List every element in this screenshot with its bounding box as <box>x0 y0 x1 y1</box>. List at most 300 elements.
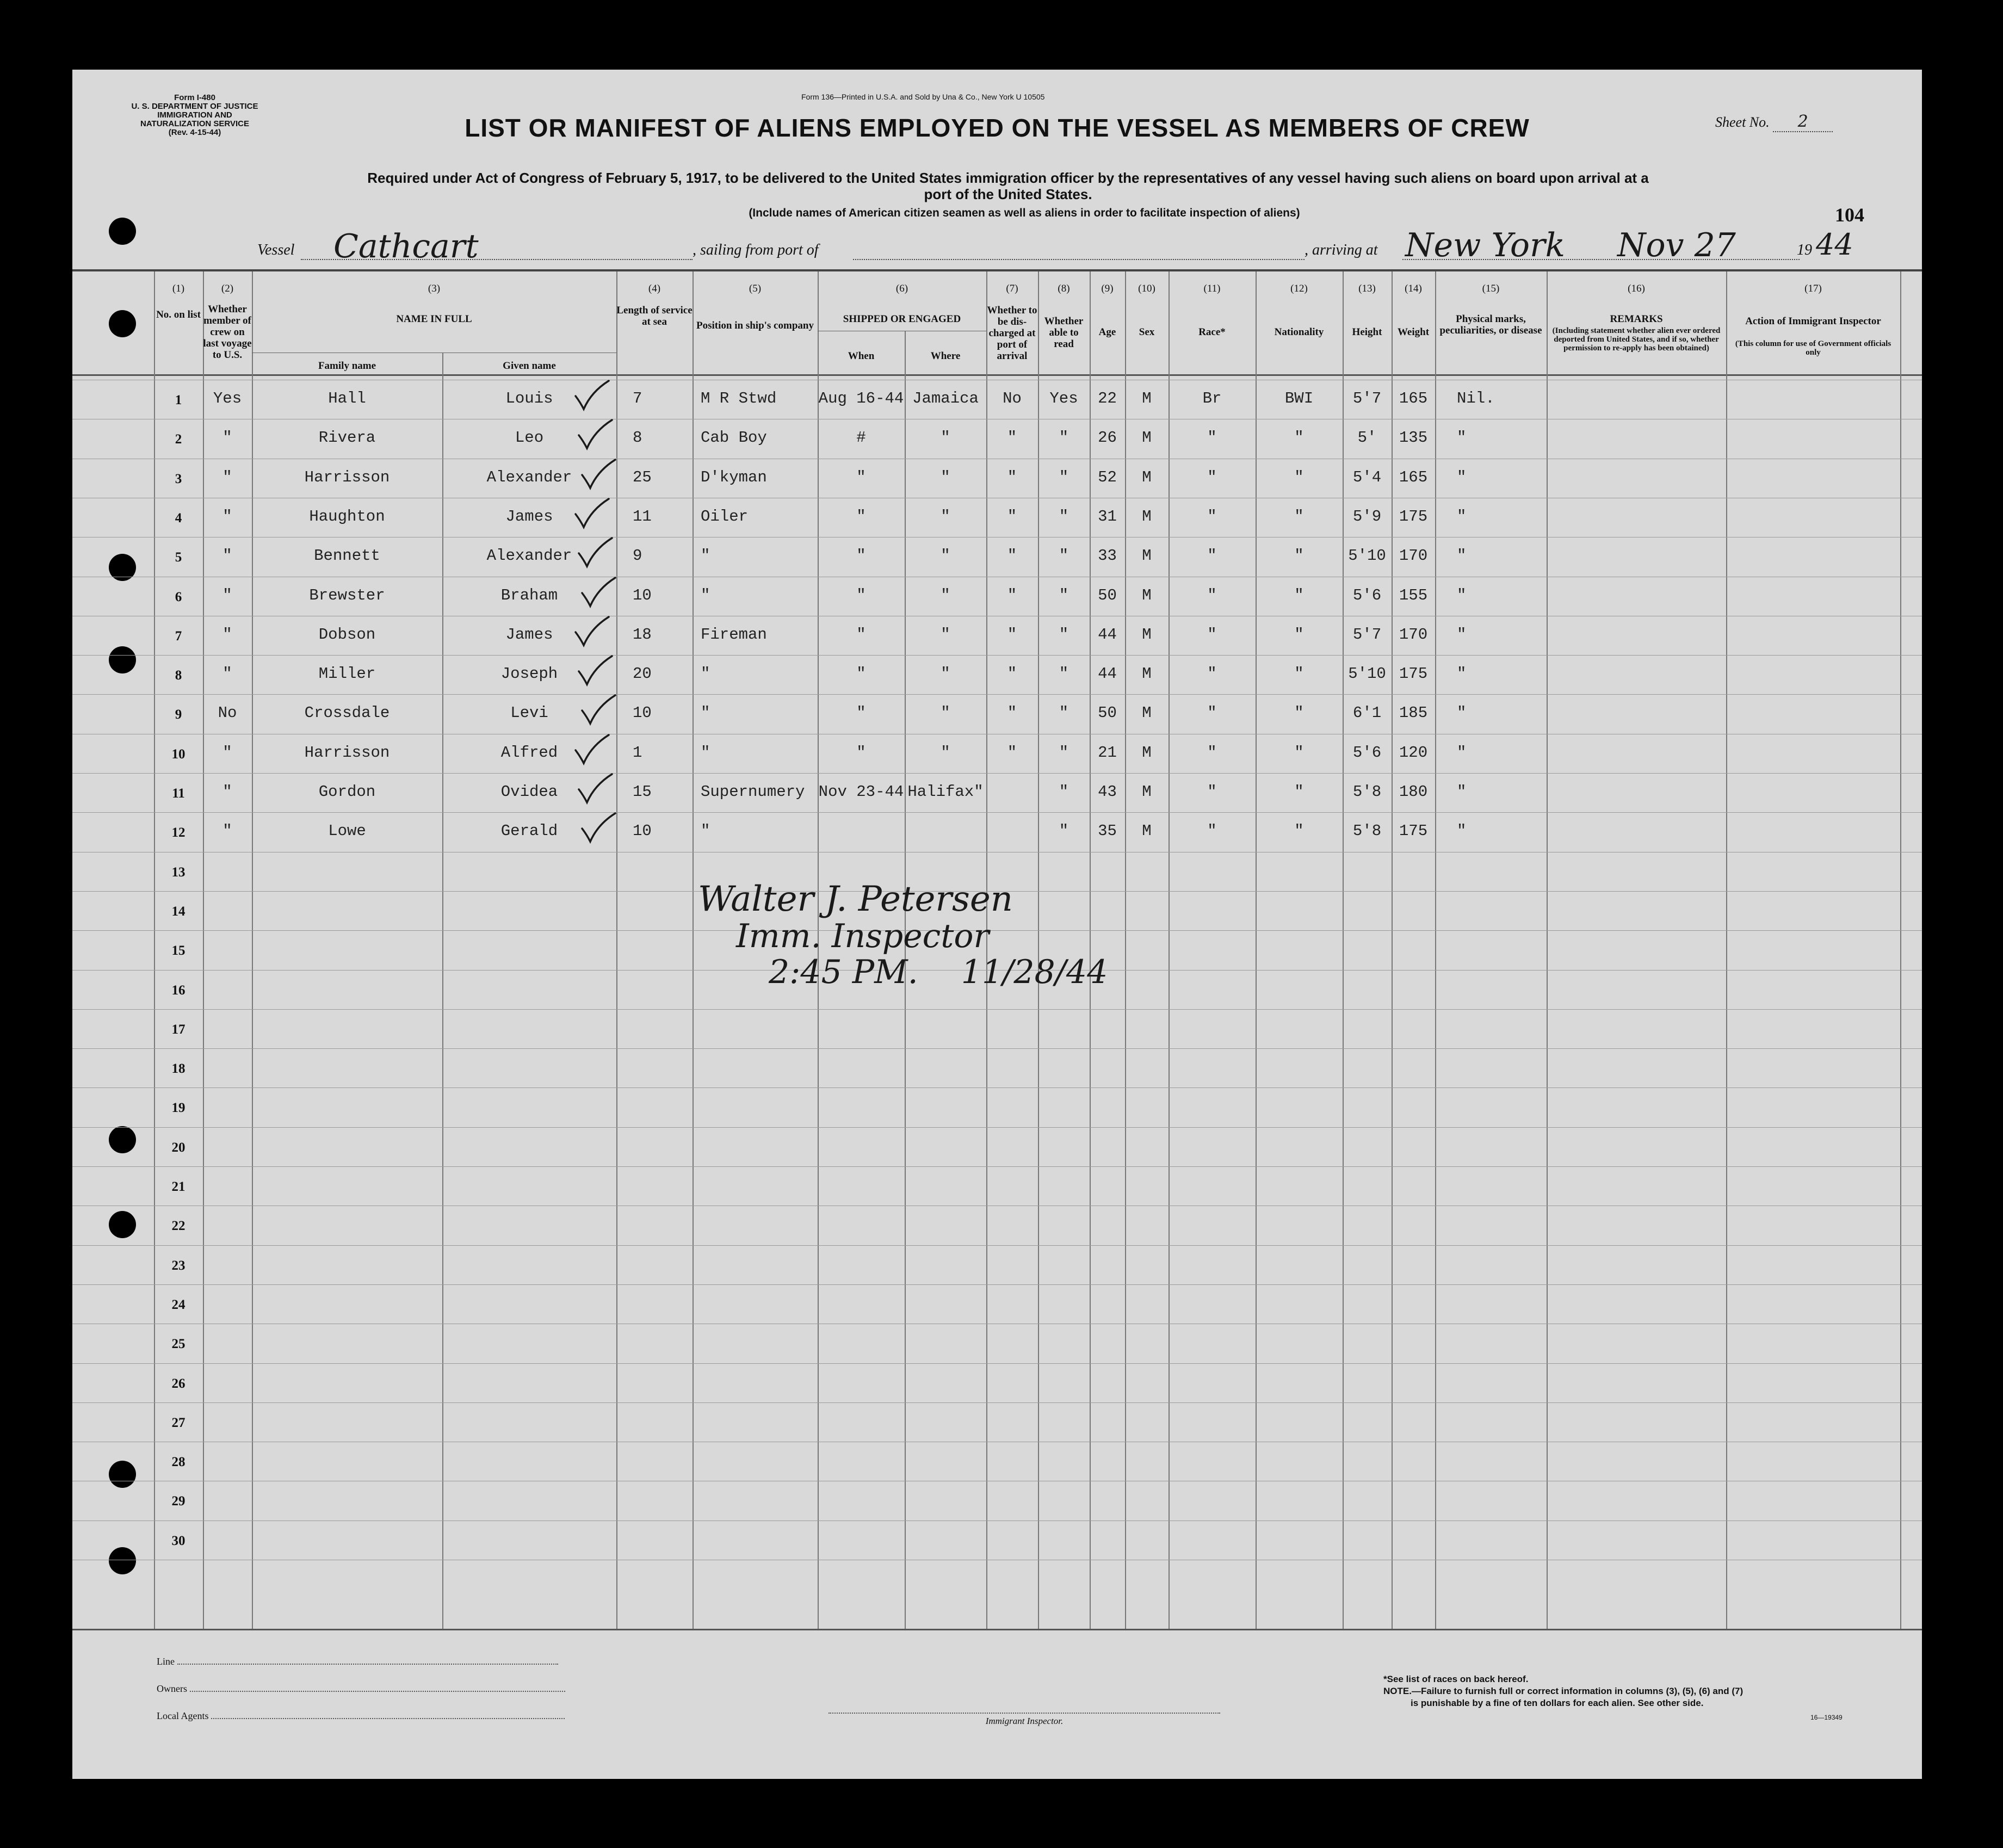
cell-prev: No <box>218 704 237 722</box>
line-number: 3 <box>175 472 182 486</box>
cell-nationality: " <box>1294 586 1304 604</box>
cell-sex: M <box>1142 390 1152 407</box>
header-shipped-or-engaged: SHIPPED OR ENGAGED <box>843 313 961 325</box>
cell-read: " <box>1059 508 1069 526</box>
cell-height: 6'1 <box>1352 704 1382 722</box>
cell-marks: " <box>1457 586 1467 604</box>
cell-age: 44 <box>1098 665 1117 683</box>
table-bottom-border <box>72 1629 1922 1630</box>
cell-nationality: " <box>1294 665 1304 683</box>
sheet-number: 2 <box>1773 112 1833 132</box>
cell-age: 52 <box>1098 468 1117 486</box>
cell-race: " <box>1207 822 1217 840</box>
cell-read: " <box>1059 586 1069 604</box>
cell-marks: " <box>1457 626 1467 644</box>
cell-sex: M <box>1142 822 1152 840</box>
inspector-sign-line <box>829 1713 1220 1714</box>
cell-discharged: " <box>1007 429 1017 447</box>
cell-race: Br <box>1202 390 1222 407</box>
column-rule <box>693 271 694 1629</box>
header-bottom-border <box>72 374 1922 376</box>
header-race: Race* <box>1198 326 1226 338</box>
row-rule <box>72 773 1922 774</box>
cell-when: " <box>856 744 866 762</box>
cell-service: 8 <box>633 429 642 447</box>
requirement-line-2: port of the United States. <box>924 186 1092 202</box>
column-number: (12) <box>1290 283 1308 294</box>
cell-when: " <box>856 547 866 565</box>
cell-family: Rivera <box>318 429 376 447</box>
row-rule <box>72 1284 1922 1285</box>
punch-hole <box>109 1461 136 1488</box>
cell-nationality: " <box>1294 704 1304 722</box>
cell-where: " <box>941 665 950 683</box>
header-physical-marks: Physical marks, peculiarities, or disease <box>1439 313 1542 336</box>
year: 44 <box>1816 227 1853 262</box>
cell-service: 25 <box>633 468 652 486</box>
cell-where: " <box>941 744 950 762</box>
line-number: 30 <box>171 1534 186 1548</box>
cell-discharged: " <box>1007 468 1017 486</box>
column-rule <box>1726 271 1727 1629</box>
cell-weight: 175 <box>1399 822 1428 840</box>
header-name-in-full: NAME IN FULL <box>396 313 472 325</box>
cell-discharged: " <box>1007 508 1017 526</box>
owners-field <box>157 1683 565 1695</box>
requirement-text <box>143 170 1873 202</box>
cell-prev: " <box>222 822 232 840</box>
line-number: 12 <box>171 825 186 840</box>
header-age: Age <box>1098 326 1116 338</box>
header-inspector-action: Action of Immigrant Inspector <box>1745 316 1881 327</box>
footer-notes <box>1383 1673 1743 1709</box>
header-able-to-read: Whether able to read <box>1044 316 1084 350</box>
department: U. S. DEPARTMENT OF JUSTICE <box>131 102 258 111</box>
cell-weight: 185 <box>1399 704 1428 722</box>
line-number: 17 <box>171 1022 186 1037</box>
form-code: 16—19349 <box>1810 1714 1843 1721</box>
races-note: *See list of races on back hereof. <box>1383 1674 1529 1684</box>
cell-sex: M <box>1142 429 1152 447</box>
cell-sex: M <box>1142 586 1152 604</box>
cell-race: " <box>1207 429 1217 447</box>
checkmark-icon <box>579 576 617 608</box>
printer-line: Form 136—Printed in U.S.A. and Sold by Una & Co., New York U 10505 <box>801 92 1045 101</box>
cell-marks: " <box>1457 665 1467 683</box>
signature-name: Walter J. Petersen <box>698 879 1013 919</box>
cell-service: 10 <box>633 704 652 722</box>
cell-marks: " <box>1457 783 1467 801</box>
cell-family: Haughton <box>309 508 385 526</box>
column-number: (4) <box>648 283 661 294</box>
agents-field <box>157 1710 565 1722</box>
sailing-field-line <box>853 259 1305 260</box>
line-number: 27 <box>171 1416 186 1430</box>
cell-when: " <box>856 665 866 683</box>
cell-family: Harrisson <box>304 744 390 762</box>
cell-read: " <box>1059 822 1069 840</box>
cell-age: 22 <box>1098 390 1117 407</box>
requirement-line-1: Required under Act of Congress of February 5, 1917, to be delivered to the United States immigration officer by the representatives of any vessel having such aliens on board upon arrival at a <box>367 170 1649 186</box>
cell-race: " <box>1207 783 1217 801</box>
cell-height: 5'7 <box>1352 390 1382 407</box>
cell-read: " <box>1059 744 1069 762</box>
line-number: 18 <box>171 1061 186 1076</box>
column-number: (14) <box>1405 283 1422 294</box>
header-height: Height <box>1352 326 1382 338</box>
header-previous-voyage: Whether member of crew on last voyage to U.S. <box>203 304 252 361</box>
cell-nationality: " <box>1294 626 1304 644</box>
cell-height: 5'4 <box>1352 468 1382 486</box>
punch-hole <box>109 1547 136 1574</box>
cell-weight: 135 <box>1399 429 1428 447</box>
cell-where: " <box>941 508 950 526</box>
agents-label: Local Agents <box>157 1710 209 1721</box>
cell-position: " <box>701 586 710 604</box>
line-number: 1 <box>175 393 182 407</box>
cell-sex: M <box>1142 508 1152 526</box>
cell-race: " <box>1207 744 1217 762</box>
cell-given: Levi <box>510 704 548 722</box>
cell-prev: Yes <box>213 390 242 407</box>
line-number: 6 <box>175 590 182 604</box>
row-rule <box>72 655 1922 656</box>
cell-given: Leo <box>515 429 544 447</box>
cell-family: Miller <box>318 665 376 683</box>
line-field <box>157 1656 558 1667</box>
header-given-name: Given name <box>503 360 556 372</box>
cell-marks: " <box>1457 822 1467 840</box>
cell-given: James <box>505 508 553 526</box>
cell-position: M R Stwd <box>701 390 777 407</box>
line-number: 8 <box>175 668 182 683</box>
cell-age: 35 <box>1098 822 1117 840</box>
cell-weight: 155 <box>1399 586 1428 604</box>
cell-sex: M <box>1142 547 1152 565</box>
cell-race: " <box>1207 586 1217 604</box>
line-number: 2 <box>175 432 182 447</box>
punch-hole <box>109 646 136 673</box>
column-number: (7) <box>1006 283 1018 294</box>
cell-position: Fireman <box>701 626 767 644</box>
line-number: 19 <box>171 1101 186 1115</box>
line-number: 4 <box>175 511 182 526</box>
cell-marks: " <box>1457 704 1467 722</box>
cell-given: James <box>505 626 553 644</box>
cell-nationality: BWI <box>1284 390 1314 407</box>
line-label: Line <box>157 1656 175 1667</box>
column-number: (2) <box>221 283 234 294</box>
column-number: (1) <box>172 283 185 294</box>
cell-height: 5'10 <box>1348 547 1386 565</box>
header-weight: Weight <box>1397 326 1430 338</box>
row-rule <box>72 1127 1922 1128</box>
cell-read: " <box>1059 783 1069 801</box>
cell-position: Supernumery <box>701 783 805 801</box>
cell-sex: M <box>1142 665 1152 683</box>
column-number: (10) <box>1138 283 1155 294</box>
cell-discharged: " <box>1007 704 1017 722</box>
line-number: 24 <box>171 1297 186 1312</box>
cell-nationality: " <box>1294 429 1304 447</box>
column-rule <box>1900 271 1901 1629</box>
header-remarks-note: (Including statement whether alien ever ordered deported from United States, and if so, whether permission to re-apply has been obtained) <box>1552 326 1721 353</box>
cell-where: Halifax" <box>907 783 984 801</box>
checkmark-icon <box>576 536 614 568</box>
cell-race: " <box>1207 468 1217 486</box>
column-rule <box>442 353 443 1629</box>
cell-age: 33 <box>1098 547 1117 565</box>
cell-given: Braham <box>500 586 558 604</box>
cell-service: 10 <box>633 822 652 840</box>
cell-prev: " <box>222 665 232 683</box>
punch-hole <box>109 218 136 245</box>
cell-sex: M <box>1142 468 1152 486</box>
column-number: (8) <box>1058 283 1070 294</box>
header-remarks: REMARKS <box>1610 313 1663 325</box>
cell-prev: " <box>222 586 232 604</box>
revision: (Rev. 4-15-44) <box>168 128 221 137</box>
cell-where: " <box>941 547 950 565</box>
cell-where: " <box>941 429 950 447</box>
column-number: (6) <box>895 283 908 294</box>
include-note: (Include names of American citizen seamen as well as aliens in order to facilitate inspection of aliens) <box>749 207 1300 219</box>
row-rule <box>72 1245 1922 1246</box>
table-top-border <box>72 269 1922 271</box>
cell-given: Alexander <box>486 547 572 565</box>
cell-discharged: " <box>1007 626 1017 644</box>
note-line-2: is punishable by a fine of ten dollars for each alien. See other side. <box>1411 1698 1704 1708</box>
cell-where: " <box>941 468 950 486</box>
cell-height: 5'8 <box>1352 783 1382 801</box>
header-position: Position in ship's company <box>696 320 814 331</box>
vessel-label: Vessel <box>257 242 295 258</box>
cell-nationality: " <box>1294 508 1304 526</box>
cell-height: 5' <box>1357 429 1377 447</box>
cell-weight: 180 <box>1399 783 1428 801</box>
cell-family: Gordon <box>318 783 376 801</box>
cell-position: " <box>701 665 710 683</box>
cell-discharged: " <box>1007 665 1017 683</box>
cell-when: " <box>856 586 866 604</box>
cell-marks: " <box>1457 547 1467 565</box>
signature-title: Imm. Inspector <box>736 917 990 955</box>
cell-service: 10 <box>633 586 652 604</box>
note-line-1: NOTE.—Failure to furnish full or correct information in columns (3), (5), (6) and (7) <box>1383 1686 1744 1696</box>
cell-weight: 175 <box>1399 508 1428 526</box>
cell-service: 9 <box>633 547 642 565</box>
owners-label: Owners <box>157 1683 187 1694</box>
cell-given: Ovidea <box>500 783 558 801</box>
punch-hole <box>109 1211 136 1238</box>
cell-weight: 165 <box>1399 468 1428 486</box>
cell-prev: " <box>222 429 232 447</box>
column-rule <box>1547 271 1548 1629</box>
row-rule <box>72 1402 1922 1403</box>
cell-height: 5'6 <box>1352 586 1382 604</box>
cell-prev: " <box>222 626 232 644</box>
sailing-label: , sailing from port of <box>693 242 819 258</box>
line-number: 28 <box>171 1455 186 1469</box>
cell-service: 1 <box>633 744 642 762</box>
form-number: Form I-480 <box>174 93 215 102</box>
cell-position: " <box>701 704 710 722</box>
checkmark-icon <box>573 615 611 647</box>
arriving-label: , arriving at <box>1305 242 1378 258</box>
cell-age: 43 <box>1098 783 1117 801</box>
column-number: (13) <box>1358 283 1376 294</box>
row-rule <box>72 694 1922 695</box>
header-list-number: No. on list <box>156 309 201 320</box>
cell-age: 44 <box>1098 626 1117 644</box>
cell-race: " <box>1207 508 1217 526</box>
cell-prev: " <box>222 783 232 801</box>
line-number: 9 <box>175 707 182 722</box>
cell-marks: " <box>1457 508 1467 526</box>
cell-when: " <box>856 704 866 722</box>
checkmark-icon <box>579 693 617 726</box>
line-number: 29 <box>171 1494 186 1509</box>
sheet-number-label <box>1715 112 1833 132</box>
cell-marks: " <box>1457 429 1467 447</box>
column-number: (11) <box>1203 283 1221 294</box>
vessel-name: Cathcart <box>333 227 479 265</box>
cell-weight: 175 <box>1399 665 1428 683</box>
column-number: (17) <box>1804 283 1822 294</box>
checkmark-icon <box>576 654 614 687</box>
signature-time: 2:45 PM. <box>769 953 918 991</box>
cell-service: 7 <box>633 390 642 407</box>
cell-service: 15 <box>633 783 652 801</box>
cell-read: " <box>1059 665 1069 683</box>
cell-prev: " <box>222 508 232 526</box>
cell-when: " <box>856 468 866 486</box>
cell-sex: M <box>1142 626 1152 644</box>
cell-given: Alfred <box>500 744 558 762</box>
line-number: 15 <box>171 943 186 958</box>
cell-marks: " <box>1457 744 1467 762</box>
cell-weight: 170 <box>1399 626 1428 644</box>
line-number: 26 <box>171 1376 186 1391</box>
cell-when: " <box>856 626 866 644</box>
line-number: 21 <box>171 1179 186 1194</box>
inspector-label: Immigrant Inspector. <box>985 1716 1064 1726</box>
cell-weight: 170 <box>1399 547 1428 565</box>
column-number: (15) <box>1482 283 1500 294</box>
cell-family: Brewster <box>309 586 385 604</box>
cell-height: 5'10 <box>1348 665 1386 683</box>
cell-family: Lowe <box>328 822 366 840</box>
cell-height: 5'9 <box>1352 508 1382 526</box>
cell-discharged: No <box>1003 390 1022 407</box>
cell-given: Alexander <box>486 468 572 486</box>
cell-when: Aug 16-44 <box>818 390 904 407</box>
arriving-port: New York <box>1405 226 1565 264</box>
line-number: 5 <box>175 550 182 565</box>
cell-nationality: " <box>1294 744 1304 762</box>
cell-read: Yes <box>1049 390 1078 407</box>
cell-sex: M <box>1142 783 1152 801</box>
cell-read: " <box>1059 704 1069 722</box>
cell-marks: Nil. <box>1457 390 1495 407</box>
cell-nationality: " <box>1294 468 1304 486</box>
cell-family: Hall <box>328 390 366 407</box>
year-prefix: 19 <box>1797 242 1812 258</box>
checkmark-icon <box>573 379 611 411</box>
line-number: 11 <box>172 786 185 801</box>
line-number: 25 <box>171 1337 186 1351</box>
line-number: 23 <box>171 1258 186 1273</box>
column-number: (16) <box>1628 283 1645 294</box>
checkmark-icon <box>573 733 611 765</box>
cell-read: " <box>1059 468 1069 486</box>
cell-family: Harrisson <box>304 468 390 486</box>
stamp-number: 104 <box>1835 204 1864 226</box>
header-length-of-service: Length of service at sea <box>616 305 693 327</box>
header-sex: Sex <box>1139 326 1155 338</box>
cell-given: Gerald <box>500 822 558 840</box>
inspector-signature <box>698 880 1188 990</box>
line-number: 7 <box>175 629 182 644</box>
cell-race: " <box>1207 547 1217 565</box>
punch-hole <box>109 310 136 337</box>
header-inspector-note: (This column for use of Government officials only <box>1735 339 1891 357</box>
cell-family: Crossdale <box>304 704 390 722</box>
cell-where: " <box>941 704 950 722</box>
line-number: 10 <box>171 747 186 762</box>
cell-position: " <box>701 822 710 840</box>
cell-age: 31 <box>1098 508 1117 526</box>
cell-read: " <box>1059 547 1069 565</box>
cell-nationality: " <box>1294 822 1304 840</box>
cell-family: Bennett <box>314 547 380 565</box>
header-where: Where <box>930 350 961 362</box>
manifest-sheet <box>72 70 1922 1779</box>
cell-prev: " <box>222 468 232 486</box>
cell-read: " <box>1059 429 1069 447</box>
row-rule <box>72 1009 1922 1010</box>
line-number: 22 <box>171 1219 186 1233</box>
line-number: 14 <box>171 904 186 919</box>
cell-family: Dobson <box>318 626 376 644</box>
column-number: (3) <box>428 283 441 294</box>
cell-race: " <box>1207 665 1217 683</box>
cell-when: " <box>856 508 866 526</box>
vessel-line <box>257 226 1853 271</box>
checkmark-icon <box>576 772 614 805</box>
cell-position: Oiler <box>701 508 749 526</box>
cell-discharged: " <box>1007 744 1017 762</box>
column-number: (5) <box>749 283 762 294</box>
cell-when: Nov 23-44 <box>818 783 904 801</box>
cell-read: " <box>1059 626 1069 644</box>
cell-age: 50 <box>1098 704 1117 722</box>
cell-where: Jamaica <box>912 390 979 407</box>
cell-service: 20 <box>633 665 652 683</box>
cell-nationality: " <box>1294 547 1304 565</box>
cell-where: " <box>941 586 950 604</box>
header-when: When <box>848 350 875 362</box>
cell-discharged: " <box>1007 586 1017 604</box>
checkmark-icon <box>579 811 617 844</box>
row-rule <box>72 1087 1922 1088</box>
cell-age: 26 <box>1098 429 1117 447</box>
cell-discharged: " <box>1007 547 1017 565</box>
header-family-name: Family name <box>318 360 376 372</box>
cell-prev: " <box>222 547 232 565</box>
cell-race: " <box>1207 626 1217 644</box>
punch-hole <box>109 1126 136 1153</box>
